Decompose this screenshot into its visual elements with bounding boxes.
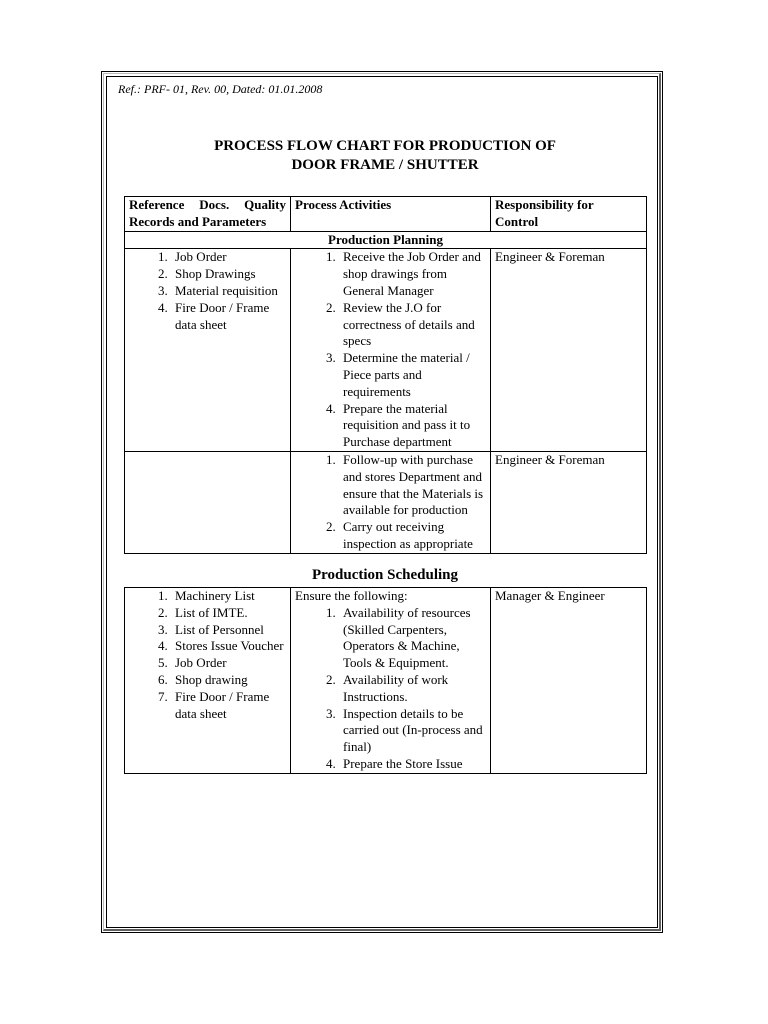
list-item: 4. Prepare the material requisition and pass it to Purchase department — [339, 401, 486, 451]
table-row — [125, 451, 647, 553]
list-item: 3. Determine the material / Piece parts and requirements — [339, 350, 486, 400]
responsibility-cell: Manager & Engineer — [491, 588, 647, 774]
reference-docs-cell — [125, 249, 291, 452]
list-item: 2. Availability of work Instructions. — [339, 672, 486, 706]
title-line-2: DOOR FRAME / SHUTTER — [291, 157, 479, 173]
table-row — [125, 249, 647, 452]
title-line-1: PROCESS FLOW CHART FOR PRODUCTION OF — [214, 138, 556, 154]
header-reference-docs — [125, 197, 291, 232]
list-item: 3. Material requisition — [171, 283, 286, 300]
section-row-planning — [125, 231, 647, 249]
list-item: 2. Carry out receiving inspection as appropriate — [339, 519, 486, 553]
list-item: 2. Review the J.O for correctness of details and specs — [339, 300, 486, 350]
list-item: 5. Job Order — [171, 655, 286, 672]
responsibility-cell: Engineer & Foreman — [491, 249, 647, 452]
list-item: 2. List of IMTE. — [171, 605, 286, 622]
list-item: 1. Machinery List — [171, 588, 286, 605]
header-col3-line1: Responsibility for — [495, 197, 594, 212]
list-item: 1. Job Order — [171, 249, 286, 266]
process-activities-cell — [291, 249, 491, 452]
responsibility-cell: Engineer & Foreman — [491, 451, 647, 553]
list-item: 3. List of Personnel — [171, 622, 286, 639]
list-item: 1. Receive the Job Order and shop drawings from General Manager — [339, 249, 486, 299]
process-activities-list — [295, 249, 486, 451]
list-item: 4. Stores Issue Voucher — [171, 638, 286, 655]
list-item: 1. Follow-up with purchase and stores Department and ensure that the Materials is available for production — [339, 452, 486, 519]
header-row — [125, 197, 647, 232]
header-responsibility — [491, 197, 647, 232]
list-item: 7. Fire Door / Frame data sheet — [171, 689, 286, 723]
section-title-scheduling: Production Scheduling — [311, 567, 458, 583]
process-activities-cell — [291, 451, 491, 553]
process-activities-list — [295, 452, 486, 553]
list-item: 6. Shop drawing — [171, 672, 286, 689]
list-item: 1. Availability of resources (Skilled Carpenters, Operators & Machine, Tools & Equipment. — [339, 605, 486, 672]
header-process-activities: Process Activities — [291, 197, 491, 232]
process-activities-list — [295, 605, 486, 773]
reference-line: Ref.: PRF- 01, Rev. 00, Dated: 01.01.2008 — [118, 82, 323, 96]
header-col3-line2: Control — [495, 213, 539, 229]
reference-docs-list — [129, 588, 286, 722]
table-row — [125, 588, 647, 774]
reference-docs-cell-empty — [125, 451, 291, 553]
process-activities-cell — [291, 588, 491, 774]
list-item: 3. Inspection details to be carried out (In-process and final) — [339, 706, 486, 756]
process-table-planning — [124, 196, 647, 554]
list-item: 2. Shop Drawings — [171, 266, 286, 283]
process-table-scheduling — [124, 587, 647, 774]
activities-intro: Ensure the following: — [295, 588, 408, 603]
header-col1-line2: Records and Parameters — [129, 213, 267, 229]
header-col1-line1: Reference Docs. Quality — [129, 197, 286, 212]
list-item: 4. Fire Door / Frame data sheet — [171, 300, 286, 334]
reference-docs-list — [129, 249, 286, 333]
list-item: 4. Prepare the Store Issue — [339, 756, 486, 773]
section-title-planning: Production Planning — [125, 231, 647, 249]
reference-docs-cell — [125, 588, 291, 774]
